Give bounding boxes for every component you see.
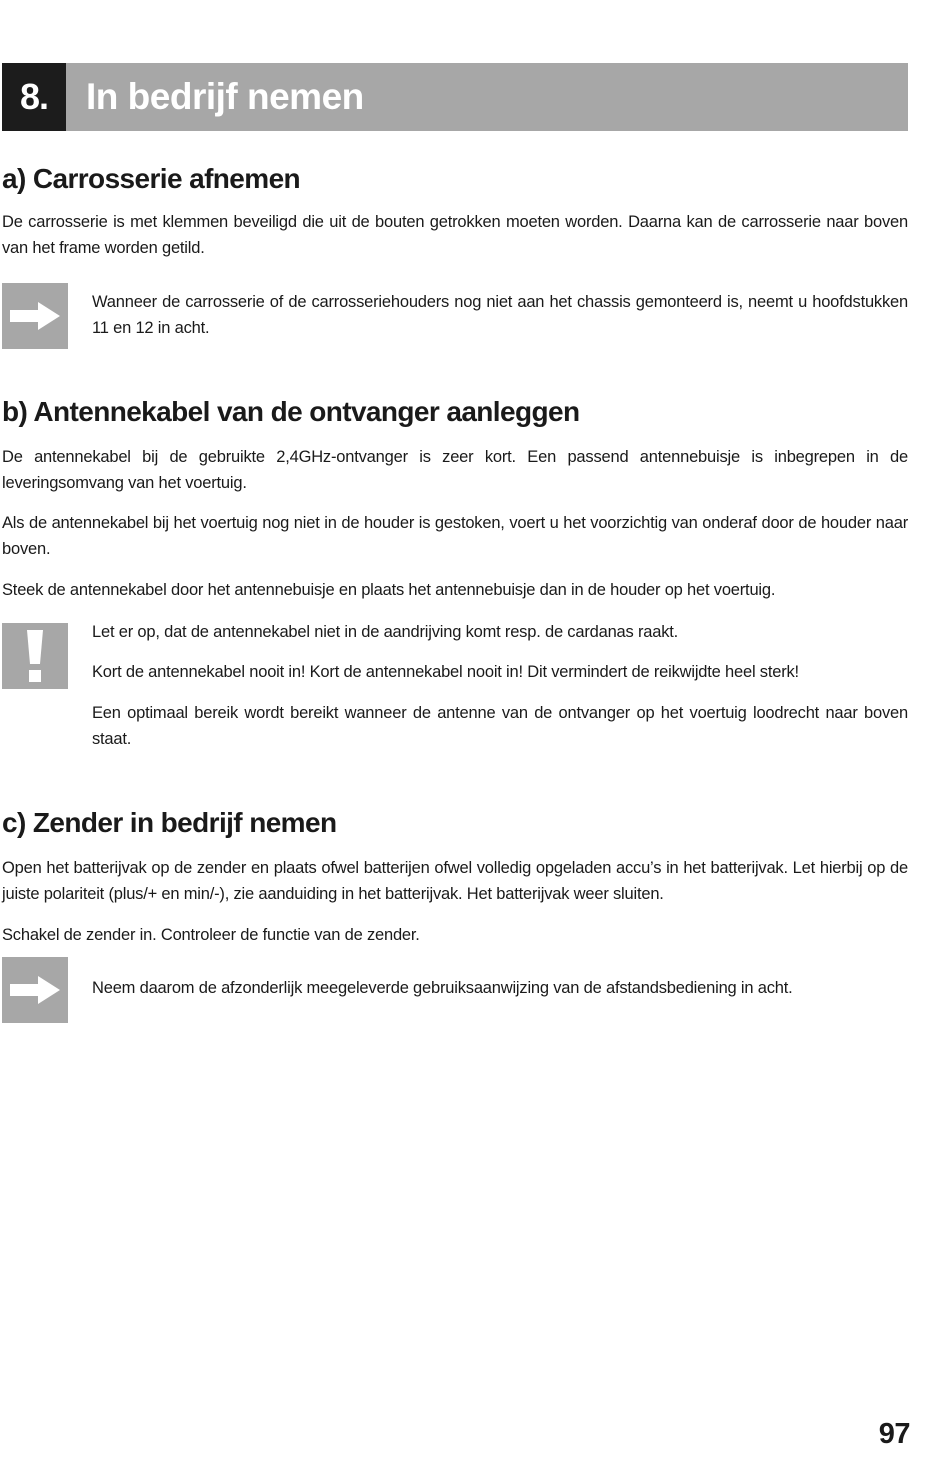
section-c-note: Neem daarom de afzonderlijk meegeleverde gebruiksaanwijzing van de afstandsbediening in acht.: [92, 979, 793, 997]
section-b-heading: b) Antennekabel van de ontvanger aanleggen: [2, 396, 580, 427]
chapter-title: In bedrijf nemen: [86, 76, 364, 117]
section-b-paragraph-1: De antennekabel bij de gebruikte 2,4GHz-ontvanger is zeer kort. Een passend antennebuisje is inbegrepen in de leveringsomvang van het voertuig.: [2, 448, 908, 492]
chapter-header: [2, 63, 908, 131]
section-a-paragraph: De carrosserie is met klemmen beveiligd die uit de bouten getrokken moeten worden. Daarna kan de carrosserie naar boven van het frame worden getild.: [2, 213, 908, 257]
arrow-right-icon: [2, 957, 68, 1023]
arrow-right-icon: [2, 283, 68, 349]
warning-line-1: Let er op, dat de antennekabel niet in de aandrijving komt resp. de cardanas raakt.: [92, 623, 679, 641]
section-b-paragraph-2: Als de antennekabel bij het voertuig nog niet in de houder is gestoken, voert u het voorzichtig van onderaf door de houder naar boven.: [2, 514, 908, 558]
chapter-number: 8.: [2, 63, 66, 131]
warning-line-2: Kort de antennekabel nooit in! Kort de antennekabel nooit in! Dit vermindert de reikwijdte heel sterk!: [92, 663, 799, 681]
page-number: 97: [878, 1418, 910, 1450]
section-c-paragraph-2: Schakel de zender in. Controleer de functie van de zender.: [2, 926, 420, 944]
exclamation-icon: [2, 623, 68, 689]
section-a-note: Wanneer de carrosserie of de carrosseriehouders nog niet aan het chassis gemonteerd is, neemt u hoofdstukken 11 en 12 in acht.: [92, 293, 908, 337]
section-a-heading: a) Carrosserie afnemen: [2, 163, 301, 194]
section-c-paragraph-1: Open het batterijvak op de zender en plaats ofwel batterijen ofwel volledig opgeladen accu’s in het batterijvak. Let hierbij op de juiste polariteit (plus/+ en min/-), zie aanduiding in het batterijvak. Het batterijvak weer sluiten.: [2, 859, 908, 903]
warning-line-3: Een optimaal bereik wordt bereikt wanneer de antenne van de ontvanger op het voertuig loodrecht naar boven staat.: [92, 704, 908, 748]
section-c-heading: c) Zender in bedrijf nemen: [2, 807, 337, 838]
section-b-paragraph-3: Steek de antennekabel door het antennebuisje en plaats het antennebuisje dan in de houder op het voertuig.: [2, 581, 776, 599]
